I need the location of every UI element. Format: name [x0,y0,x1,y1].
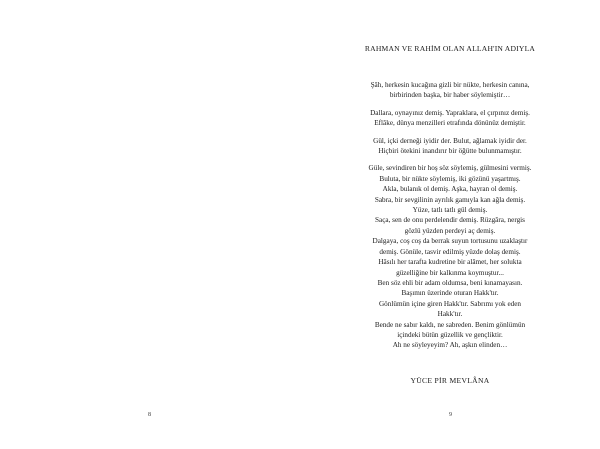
poem-line: Başımın üzerinde oturan Hakk'tır. [401,289,499,298]
poem-line: Buluta, bir nükte söylemiş, iki gözünü yaşartmış. [379,174,521,183]
poem-stanza [300,136,600,157]
page-title: RAHMAN VE RAHİM OLAN ALLAH'IN ADIYLA [364,44,536,53]
poem-line: Şâh, herkesin kucağına gizli bir nükte, herkesin canına, [370,81,530,89]
poem-stanza [300,108,600,129]
poem-stanza [300,80,600,101]
poem-line: demiş. Gönüle, tasvir edilmiş yüzde dolaş demiş. [379,247,521,256]
poem-line: Gönlümün içine giren Hakk'tır. Sabrımı yok eden [378,299,522,308]
poem-line: güzelliğine bir kalkınma koymuştur... [396,268,504,277]
poem-line: Eflâke, dünya menzilleri etrafında dönünüz demiştir. [374,119,526,128]
poem-line: Bende ne sabır kaldı, ne sabreden. Benim gönlümün [374,320,526,329]
poem-line: Hâsılı her tarafta kudretine bir alâmet, her solukta [378,258,522,267]
page-number-left: 8 [148,412,151,418]
poem-line: Dallara, oynayınız demiş. Yapraklara, el çırpınız demiş. [370,108,530,117]
poem-line: Sabra, bir sevgilinin ayrılık gamıyla kan ağla demiş. [374,195,526,204]
poem-line: Dalgaya, coş coş da berrak suyun tortusunu uzaklaştır [372,237,528,246]
poem-line: Hiçbiri ötekini inandırır bir öğütte bulunmamıştır. [378,147,522,156]
poem-body [300,80,600,358]
poem-stanza [300,163,600,350]
poem-line: içindeki bütün güzellik ve gençliktir. [397,330,503,339]
poem-line: gözlü yüzden perdeyi aç demiş. [404,226,496,235]
poem-line: Ah ne söyleyeyim? Ah, aşkın elinden… [392,341,508,350]
poem-line: Gül, içki derneği iyidir der. Bulut, ağlamak iyidir der. [373,136,527,145]
poem-line: Güle, sevindiren bir hoş söz söylemiş, gülmesini vermiş. [368,164,532,173]
poem-line: Hakk'tır. [437,310,463,319]
right-page [300,0,600,449]
poem-line: Ben söz ehli bir adam oldumsa, beni kınamayasın. [377,278,523,287]
page-number-right: 9 [449,412,452,418]
poem-line: birbirinden başka, bir haber söylemiştir… [389,91,511,100]
author-signature: YÜCE PİR MEVLÂNA [410,376,490,385]
poem-line: Saça, sen de onu perdelendir demiş. Rüzgâra, nergis [375,216,525,225]
poem-line: Yüze, tatlı tatlı gül demiş. [412,206,488,215]
poem-line: Akla, bulanık ol demiş. Aşka, hayran ol demiş. [382,185,518,194]
